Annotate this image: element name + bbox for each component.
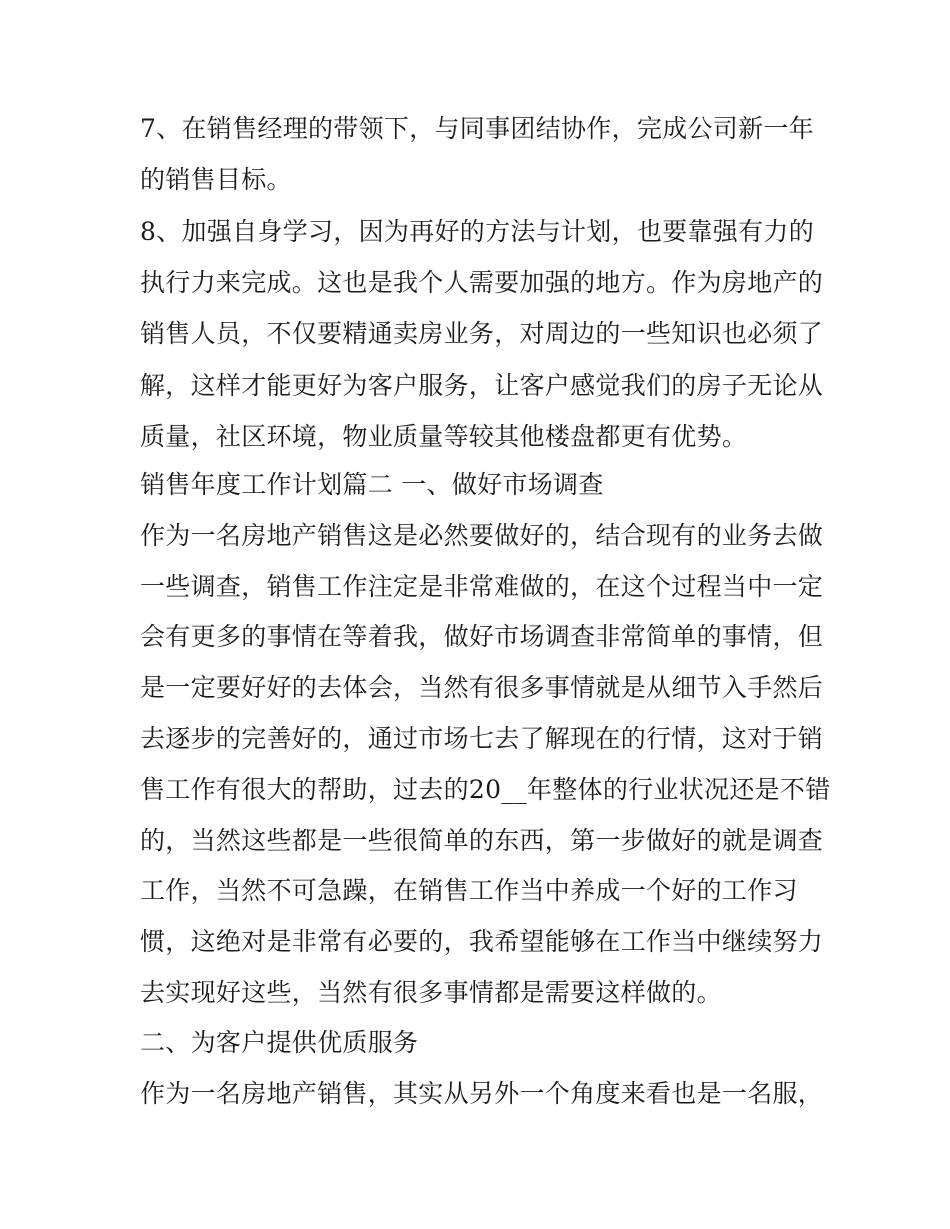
text-line: 的，当然这些都是一些很简单的东西，第一步做好的就是调查	[140, 826, 824, 855]
text-line: 惯，这绝对是非常有必要的，我希望能够在工作当中继续努力	[140, 927, 824, 956]
text-line: 作为一名房地产销售，其实从另外一个角度来看也是一名服，	[140, 1079, 824, 1108]
text-line: 会有更多的事情在等着我，做好市场调查非常简单的事情，但	[140, 622, 824, 651]
text-line: 作为一名房地产销售这是必然要做好的，结合现有的业务去做	[140, 521, 824, 550]
text-line: 解，这样才能更好为客户服务，让客户感觉我们的房子无论从	[140, 371, 824, 400]
text-line: 质量，社区环境，物业质量等较其他楼盘都更有优势。	[140, 422, 748, 451]
text-line: 的销售目标。	[140, 165, 292, 194]
section-heading: 二、为客户提供优质服务	[140, 1028, 419, 1057]
text-line: 销售人员，不仅要精通卖房业务，对周边的一些知识也必须了	[140, 319, 824, 348]
text-line: 执行力来完成。这也是我个人需要加强的地方。作为房地产的	[140, 268, 824, 297]
text-line: 售工作有很大的帮助，过去的20__年整体的行业状况还是不错	[140, 775, 831, 804]
text-line: 工作，当然不可急躁，在销售工作当中养成一个好的工作习	[140, 876, 798, 905]
section-heading: 销售年度工作计划篇二 一、做好市场调查	[140, 470, 604, 499]
text-line: 7、在销售经理的带领下，与同事团结协作，完成公司新一年	[140, 114, 815, 143]
text-line: 去逐步的完善好的，通过市场七去了解现在的行情，这对于销	[140, 724, 824, 753]
text-line: 一些调查，销售工作注定是非常难做的，在这个过程当中一定	[140, 572, 824, 601]
text-line: 是一定要好好的去体会，当然有很多事情就是从细节入手然后	[140, 673, 824, 702]
text-line: 去实现好这些，当然有很多事情都是需要这样做的。	[140, 978, 722, 1007]
text-line: 8、加强自身学习，因为再好的方法与计划，也要靠强有力的	[140, 217, 815, 246]
